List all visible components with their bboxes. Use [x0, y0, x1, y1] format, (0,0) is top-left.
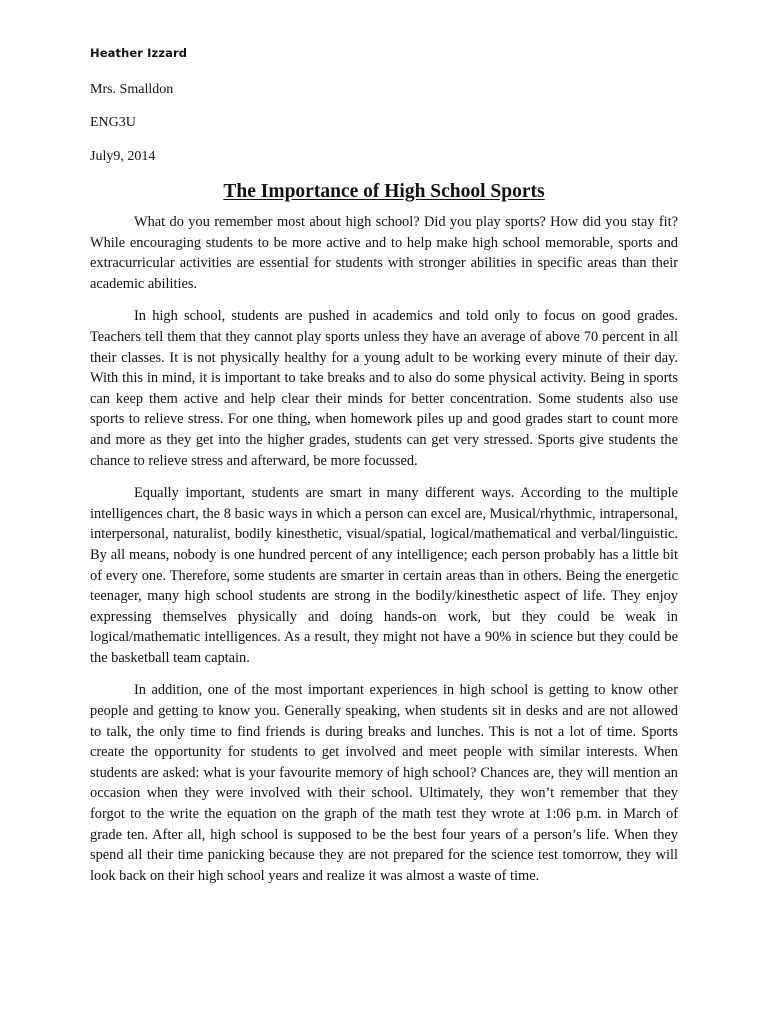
- author-name: Heather Izzard: [90, 46, 188, 60]
- paragraph-3: Equally important, students are smart in many different ways. According to the multiple intelligences chart, the 8 basic ways in which a person can excel are, Musical/rhythmic, intrapersonal, interpersonal, naturalist, bodily kinesthetic, visual/spatial, logical/mathematical and verbal/linguistic. By all means, nobody is one hundred percent of any intelligence; each person probably has a little bit of every one. Therefore, some students are smarter in certain areas than in others. Being the energetic teenager, many high school students are strong in the bodily/kinesthetic aspect of life. They enjoy expressing themselves physically and doing hands-on work, but they could be weak in logical/mathematic intelligences. As a result, they might not have a 90% in science but they could be the basketball team captain.: [90, 485, 678, 666]
- paragraph-2: In high school, students are pushed in academics and told only to focus on good grades. Teachers tell them that they cannot play sports unless they have an average of above 70 percent in all their classes. It is not physically healthy for a young adult to be working every minute of their day. With this in mind, it is important to take breaks and to also do some physical activity. Being in sports can keep them active and help clear their minds for better concentration. Some students also use sports to relieve stress. For one thing, when homework piles up and good grades start to count more and more as they get into the higher grades, students can get very stressed. Sports give students the chance to relieve stress and afterward, be more focussed.: [90, 308, 678, 469]
- course-code: ENG3U: [90, 115, 136, 130]
- teacher-name: Mrs. Smalldon: [90, 82, 174, 97]
- paragraph-1: What do you remember most about high school? Did you play sports? How did you stay fit? While encouraging students to be more active and to help make high school memorable, sports and extracurricular activities are essential for students with stronger abilities in specific areas than their academic abilities.: [90, 214, 678, 292]
- essay-body: [90, 212, 678, 886]
- paragraph-4: In addition, one of the most important experiences in high school is getting to know other people and getting to know you. Generally speaking, when students sit in desks and are not allowed to talk, the only time to find friends is during breaks and lunches. This is not a lot of time. Sports create the opportunity for students to get involved and meet people with similar interests. When students are asked: what is your favourite memory of high school? Chances are, they will mention an occasion when they were involved with their school. Ultimately, they won’t remember that they forgot to the write the equation on the graph of the math test they wrote at 1:06 p.m. in March of grade ten. After all, high school is supposed to be the best four years of a person’s life. When they spend all their time panicking because they are not prepared for the science test tomorrow, they will look back on their high school years and realize it was almost a waste of time.: [90, 682, 678, 884]
- document-date: July9, 2014: [90, 149, 156, 164]
- essay-title: The Importance of High School Sports: [223, 181, 545, 202]
